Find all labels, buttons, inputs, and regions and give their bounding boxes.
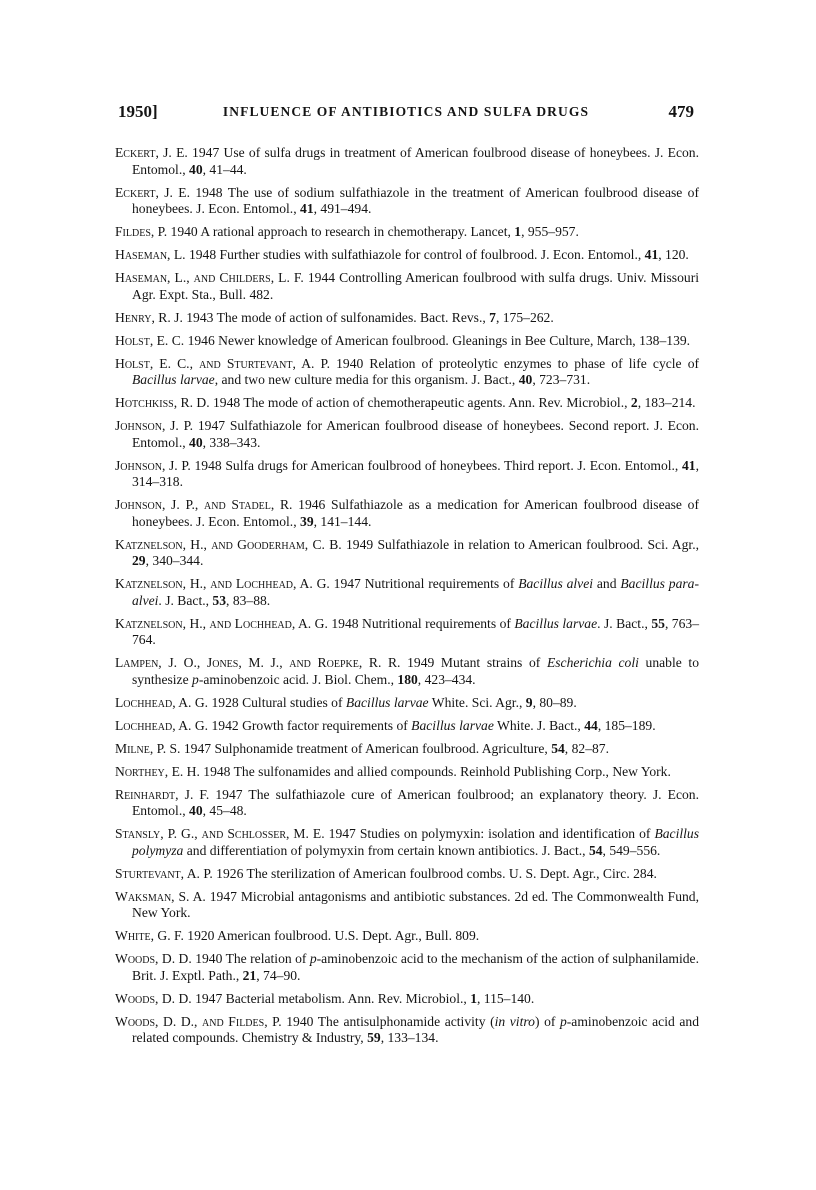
reference-author: Woods, D. D. xyxy=(115,990,192,1006)
reference-text: 1944 Controlling American foulbrood with sulfa drugs. Univ. Missouri Agr. Expt. Sta., Bull. 482. xyxy=(132,270,699,302)
reference-text: , 340–344. xyxy=(145,553,204,568)
reference-text: , 141–144. xyxy=(313,513,372,529)
reference-italic: p xyxy=(192,671,199,687)
reference-italic: Bacillus larvae xyxy=(345,694,429,710)
reference-text: , 82–87. xyxy=(564,740,609,756)
reference-entry xyxy=(115,866,699,883)
reference-italic: Bacillus larvae xyxy=(411,717,494,733)
reference-volume: 53 xyxy=(212,592,227,608)
reference-author: Katznelson, H., and Gooderham, C. B. xyxy=(115,536,342,552)
reference-text: -aminobenzoic acid and related compounds. Chemistry & Industry, xyxy=(132,1013,699,1045)
reference-author: Haseman, L., and Childers, L. F. xyxy=(115,270,304,285)
reference-author: Katznelson, H., and Lochhead, A. G. xyxy=(115,615,328,631)
reference-text: , 120. xyxy=(658,247,689,262)
reference-author: Milne, P. S. xyxy=(115,740,181,756)
reference-text: 1926 The sterilization of American foulbrood combs. U. S. Dept. Agr., Circ. 284. xyxy=(212,865,657,881)
reference-text: , 723–731. xyxy=(532,372,591,387)
reference-text: 1928 Cultural studies of xyxy=(208,694,346,710)
header-year: 1950] xyxy=(118,102,158,121)
reference-author: Johnson, J. P. xyxy=(115,418,194,433)
reference-italic: p xyxy=(309,951,317,966)
reference-author: Fildes, P. xyxy=(115,224,168,239)
reference-text: 1947 Studies on polymyxin: isolation and identification of xyxy=(324,826,655,841)
reference-text: 1943 The mode of action of sulfonamides. Bact. Revs., xyxy=(182,309,490,325)
reference-entry xyxy=(115,497,699,530)
reference-volume: 41 xyxy=(682,457,696,473)
reference-author: Eckert, J. E. xyxy=(115,145,188,160)
reference-volume: 40 xyxy=(189,434,203,450)
reference-entry xyxy=(115,576,699,609)
reference-text: , 80–89. xyxy=(532,694,577,710)
reference-volume: 1 xyxy=(514,224,522,239)
reference-entry xyxy=(115,764,699,781)
reference-text: 1947 Nutritional requirements of xyxy=(329,576,519,591)
reference-text: 1948 The use of sodium sulfathiazole in the treatment of American foulbrood disease of honeybees. J. Econ. Entomol., xyxy=(132,184,699,216)
reference-entry xyxy=(115,185,699,218)
reference-text: and differentiation of polymyxin from certain known antibiotics. J. Bact., xyxy=(183,842,589,858)
reference-text: , 549–556. xyxy=(602,842,661,858)
reference-entry xyxy=(115,951,699,984)
reference-text: . J. Bact., xyxy=(597,615,652,631)
reference-text: , and two new culture media for this organism. J. Bact., xyxy=(214,372,519,387)
reference-text: White. J. Bact., xyxy=(493,717,585,733)
reference-volume: 41 xyxy=(300,201,314,216)
reference-volume: 55 xyxy=(651,615,665,631)
reference-author: Woods, D. D. xyxy=(115,951,192,966)
reference-text: 1920 American foulbrood. U.S. Dept. Agr., Bull. 809. xyxy=(183,928,480,943)
reference-entry xyxy=(115,418,699,451)
reference-text: 1948 Sulfa drugs for American foulbrood of honeybees. Third report. J. Econ. Entomol., xyxy=(190,457,682,473)
reference-text: 1947 Sulphonamide treatment of American foulbrood. Agriculture, xyxy=(180,740,552,756)
reference-italic: Bacillus polymyza xyxy=(132,826,699,858)
reference-entry xyxy=(115,1014,699,1047)
reference-entry xyxy=(115,395,699,412)
reference-author: Katznelson, H., and Lochhead, A. G. xyxy=(115,576,330,591)
header-title: INFLUENCE OF ANTIBIOTICS AND SULFA DRUGS xyxy=(222,104,590,119)
reference-text: , 45–48. xyxy=(202,803,247,818)
reference-entry xyxy=(115,356,699,389)
reference-author: Hotchkiss, R. D. xyxy=(115,395,210,410)
reference-author: Reinhardt, J. F. xyxy=(115,786,210,802)
reference-author: Woods, D. D., and Fildes, P. xyxy=(115,1013,282,1029)
reference-author: Northey, E. H. xyxy=(115,763,200,779)
reference-text: ) of xyxy=(534,1013,560,1029)
reference-volume: 2 xyxy=(630,395,638,410)
reference-text: , 314–318. xyxy=(132,457,699,489)
reference-volume: 59 xyxy=(367,1030,381,1045)
reference-author: Holst, E. C. xyxy=(115,332,185,348)
reference-italic: Bacillus alvei xyxy=(518,576,594,591)
reference-text: , 133–134. xyxy=(380,1030,439,1045)
reference-entry xyxy=(115,224,699,241)
reference-text: 1947 Bacterial metabolism. Ann. Rev. Microbiol., xyxy=(191,990,471,1006)
reference-entry xyxy=(115,247,699,264)
reference-author: Lochhead, A. G. xyxy=(115,694,209,710)
reference-entry xyxy=(115,991,699,1008)
reference-text: 1947 Use of sulfa drugs in treatment of American foulbrood disease of honeybees. J. Econ. Entomol., xyxy=(132,145,699,177)
reference-text: , 74–90. xyxy=(256,967,301,983)
reference-volume: 40 xyxy=(189,161,203,177)
reference-entry xyxy=(115,787,699,820)
reference-text: 1940 The antisulphonamide activity ( xyxy=(281,1013,495,1029)
reference-text: , 185–189. xyxy=(597,717,656,733)
reference-entry xyxy=(115,655,699,688)
reference-author: Eckert, J. E. xyxy=(115,184,191,200)
reference-entry xyxy=(115,826,699,859)
reference-text: , 955–957. xyxy=(521,224,579,239)
reference-author: Stansly, P. G., and Schlosser, M. E. xyxy=(115,826,325,841)
reference-text: , 183–214. xyxy=(637,395,696,410)
reference-entry xyxy=(115,537,699,570)
reference-volume: 29 xyxy=(132,553,146,568)
reference-volume: 39 xyxy=(300,513,314,529)
reference-text: unable to synthesize xyxy=(132,655,699,687)
reference-italic: p xyxy=(559,1013,567,1029)
reference-text: 1948 Further studies with sulfathiazole for control of foulbrood. J. Econ. Entomol., xyxy=(185,247,645,262)
reference-author: Waksman, S. A. xyxy=(115,888,206,904)
reference-text: , 338–343. xyxy=(202,434,261,450)
reference-text: -aminobenzoic acid. J. Biol. Chem., xyxy=(198,671,398,687)
reference-entry xyxy=(115,270,699,303)
reference-author: Johnson, J. P. xyxy=(115,457,191,473)
reference-text: , 423–434. xyxy=(417,671,476,687)
reference-volume: 7 xyxy=(489,309,496,325)
reference-author: Henry, R. J. xyxy=(115,309,183,325)
reference-volume: 40 xyxy=(518,372,533,387)
reference-text: White. Sci. Agr., xyxy=(428,694,526,710)
reference-volume: 54 xyxy=(551,740,565,756)
reference-text: , 115–140. xyxy=(476,990,535,1006)
reference-volume: 180 xyxy=(397,671,418,687)
reference-entry xyxy=(115,333,699,350)
reference-text: and xyxy=(593,576,621,591)
reference-entry xyxy=(115,145,699,178)
reference-text: , 41–44. xyxy=(202,161,247,177)
reference-author: Lochhead, A. G. xyxy=(115,717,209,733)
reference-volume: 44 xyxy=(584,717,598,733)
reference-italic: Bacillus para-alvei xyxy=(132,576,699,608)
reference-volume: 9 xyxy=(525,694,533,710)
reference-volume: 1 xyxy=(470,990,477,1006)
reference-text: . J. Bact., xyxy=(158,592,213,608)
reference-italic: Bacillus larvae xyxy=(514,615,598,631)
reference-entry xyxy=(115,889,699,922)
reference-author: Haseman, L. xyxy=(115,247,186,262)
reference-volume: 54 xyxy=(588,842,603,858)
reference-text: 1947 Sulfathiazole for American foulbrood disease of honeybees. Second report. J. Econ. Entomol., xyxy=(132,418,699,450)
reference-text: 1940 Relation of proteolytic enzymes to phase of life cycle of xyxy=(330,355,700,371)
reference-italic: in vitro xyxy=(494,1013,535,1029)
reference-text: 1948 Nutritional requirements of xyxy=(327,615,515,631)
reference-volume: 41 xyxy=(644,247,659,262)
reference-text: 1949 Sulfathiazole in relation to American foulbrood. Sci. Agr., xyxy=(341,536,699,552)
page-number: 479 xyxy=(668,102,694,121)
reference-entry xyxy=(115,310,699,327)
reference-italic: Escherichia coli xyxy=(546,655,639,670)
reference-text: 1948 The mode of action of chemotherapeutic agents. Ann. Rev. Microbiol., xyxy=(209,395,631,410)
reference-list xyxy=(115,145,699,1053)
reference-author: Sturtevant, A. P. xyxy=(115,865,213,881)
reference-text: 1940 A rational approach to research in chemotherapy. Lancet, xyxy=(167,224,515,239)
reference-text: , 763–764. xyxy=(132,615,699,647)
reference-italic: Bacillus larvae xyxy=(132,372,215,387)
reference-author: Johnson, J. P., and Stadel, R. xyxy=(115,497,293,512)
reference-text: 1946 Newer knowledge of American foulbrood. Gleanings in Bee Culture, March, 138–139. xyxy=(184,332,691,348)
reference-entry xyxy=(115,718,699,735)
reference-entry xyxy=(115,616,699,649)
reference-text: 1947 The sulfathiazole cure of American foulbrood; an explanatory theory. J. Econ. Entomol., xyxy=(132,786,699,818)
reference-author: Lampen, J. O., Jones, M. J., and Roepke, R. R. xyxy=(115,655,401,670)
reference-text: , 491–494. xyxy=(313,201,372,216)
reference-volume: 40 xyxy=(189,803,203,818)
reference-entry xyxy=(115,458,699,491)
reference-text: , 83–88. xyxy=(226,592,271,608)
reference-text: 1946 Sulfathiazole as a medication for American foulbrood disease of honeybees. J. Econ. Entomol., xyxy=(132,497,699,529)
reference-author: Holst, E. C., and Sturtevant, A. P. xyxy=(115,355,330,371)
reference-text: -aminobenzoic acid to the mechanism of the action of sulphanilamide. Brit. J. Exptl. Path., xyxy=(132,951,699,983)
reference-text: 1947 Microbial antagonisms and antibiotic substances. 2d ed. The Commonwealth Fund, New York. xyxy=(132,888,700,920)
reference-text: 1942 Growth factor requirements of xyxy=(208,717,412,733)
reference-entry xyxy=(115,741,699,758)
running-header xyxy=(118,102,694,126)
reference-text: 1949 Mutant strains of xyxy=(400,655,547,670)
reference-entry xyxy=(115,928,699,945)
reference-text: , 175–262. xyxy=(495,309,554,325)
reference-text: 1948 The sulfonamides and allied compounds. Reinhold Publishing Corp., New York. xyxy=(199,763,671,779)
reference-entry xyxy=(115,695,699,712)
reference-volume: 21 xyxy=(242,967,257,983)
reference-text: 1940 The relation of xyxy=(191,951,310,966)
reference-author: White, G. F. xyxy=(115,928,184,943)
